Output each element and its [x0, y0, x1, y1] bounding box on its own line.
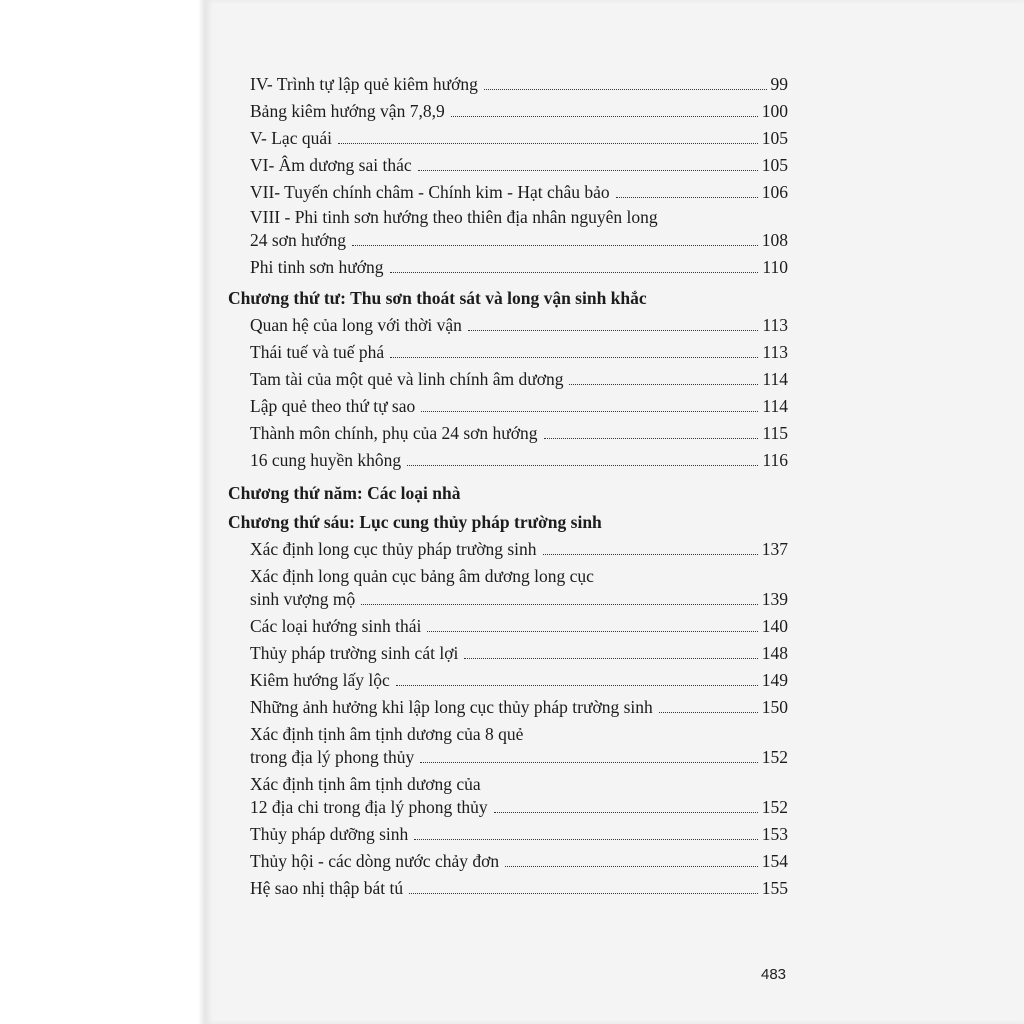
toc-entry: 16 cung huyền không 116	[250, 450, 788, 470]
toc-entry: Thủy hội - các dòng nước chảy đơn 154	[250, 851, 788, 871]
toc-page-number: 148	[761, 643, 788, 663]
toc-page-number: 137	[761, 539, 788, 559]
toc-entry-line: Xác định tịnh âm tịnh dương của 8 quẻ	[250, 724, 524, 744]
toc-entry: Những ảnh hưởng khi lập long cục thủy pháp trường sinh 150	[250, 697, 788, 717]
leader-dots	[616, 197, 758, 198]
leader-dots	[468, 330, 758, 331]
toc-page-number: 113	[762, 342, 788, 362]
toc-entry: VI- Âm dương sai thác 105	[250, 155, 788, 175]
toc-entry: Lập quẻ theo thứ tự sao 114	[250, 396, 788, 416]
leader-dots	[418, 170, 758, 171]
toc-entry: Tam tài của một quẻ và linh chính âm dương 114	[250, 369, 788, 389]
leader-dots	[451, 116, 758, 117]
toc-entry-multiline: Xác định tịnh âm tịnh dương của 8 quẻ trong địa lý phong thủy 152	[228, 724, 788, 768]
toc-entry: Kiêm hướng lấy lộc 149	[250, 670, 788, 690]
leader-dots	[569, 384, 758, 385]
toc-entry: Hệ sao nhị thập bát tú 155	[250, 878, 788, 898]
toc-entry: Thủy pháp trường sinh cát lợi 148	[250, 643, 788, 663]
toc-entry: Các loại hướng sinh thái 140	[250, 616, 788, 636]
toc-entry-line: Xác định tịnh âm tịnh dương của	[250, 774, 481, 794]
toc-page-number: 99	[770, 74, 788, 94]
toc-entry-multiline: Xác định long quản cục bảng âm dương long cục sinh vượng mộ 139	[228, 566, 788, 610]
chapter-heading: Chương thứ sáu: Lục cung thủy pháp trường sinh	[228, 512, 602, 532]
toc-page-number: 139	[761, 589, 788, 609]
leader-dots	[505, 866, 758, 867]
chapter-heading: Chương thứ năm: Các loại nhà	[228, 483, 461, 503]
leader-dots	[464, 658, 757, 659]
toc-page-number: 150	[761, 697, 788, 717]
toc-entry: Bảng kiêm hướng vận 7,8,9 100	[250, 101, 788, 121]
leader-dots	[407, 465, 758, 466]
toc-page-number: 115	[762, 423, 788, 443]
toc-entry: IV- Trình tự lập quẻ kiêm hướng 99	[250, 74, 788, 94]
toc-entry: Thành môn chính, phụ của 24 sơn hướng 115	[250, 423, 788, 443]
toc-page-number: 152	[761, 797, 788, 817]
toc-entry-line: VIII - Phi tinh sơn hướng theo thiên địa nhân nguyên long	[250, 207, 658, 227]
toc-entry-line: Xác định long quản cục bảng âm dương long cục	[250, 566, 594, 586]
page-number: 483	[761, 966, 787, 983]
toc-page-number: 114	[762, 369, 788, 389]
toc-entry: Thủy pháp dưỡng sinh 153	[250, 824, 788, 844]
toc-page-number: 149	[761, 670, 788, 690]
table-of-contents	[228, 74, 788, 899]
leader-dots	[390, 272, 759, 273]
toc-page-number: 116	[762, 450, 788, 470]
leader-dots	[396, 685, 758, 686]
toc-page-number: 106	[761, 182, 788, 202]
toc-page-number: 113	[762, 315, 788, 335]
leader-dots	[409, 893, 758, 894]
leader-dots	[543, 554, 758, 555]
toc-page-number: 108	[761, 230, 788, 250]
leader-dots	[338, 143, 758, 144]
toc-page-number: 155	[761, 878, 788, 898]
toc-page-number: 105	[761, 128, 788, 148]
toc-entry: Quan hệ của long với thời vận 113	[250, 315, 788, 335]
leader-dots	[414, 839, 758, 840]
leader-dots	[427, 631, 757, 632]
toc-page-number: 114	[762, 396, 788, 416]
leader-dots	[420, 762, 757, 763]
leader-dots	[390, 357, 758, 358]
toc-entry: VII- Tuyến chính châm - Chính kim - Hạt châu bảo 106	[250, 182, 788, 202]
toc-page-number: 105	[761, 155, 788, 175]
toc-entry: Phi tinh sơn hướng 110	[250, 257, 788, 277]
toc-entry: Xác định long cục thủy pháp trường sinh 137	[250, 539, 788, 559]
chapter-heading: Chương thứ tư: Thu sơn thoát sát và long vận sinh khắc	[228, 288, 647, 308]
leader-dots	[544, 438, 759, 439]
toc-page-number: 140	[761, 616, 788, 636]
toc-entry: V- Lạc quái 105	[250, 128, 788, 148]
toc-entry-multiline: VIII - Phi tinh sơn hướng theo thiên địa nhân nguyên long 24 sơn hướng 108	[228, 207, 788, 251]
leader-dots	[361, 604, 757, 605]
leader-dots	[484, 89, 767, 90]
toc-entry: Thái tuế và tuế phá 113	[250, 342, 788, 362]
toc-page-number: 153	[761, 824, 788, 844]
leader-dots	[421, 411, 758, 412]
toc-page-number: 110	[762, 257, 788, 277]
toc-page-number: 152	[761, 747, 788, 767]
toc-page-number: 154	[761, 851, 788, 871]
toc-page-number: 100	[761, 101, 788, 121]
leader-dots	[494, 812, 758, 813]
toc-entry-multiline: Xác định tịnh âm tịnh dương của 12 địa chi trong địa lý phong thủy 152	[228, 774, 788, 818]
leader-dots	[659, 712, 758, 713]
leader-dots	[352, 245, 758, 246]
